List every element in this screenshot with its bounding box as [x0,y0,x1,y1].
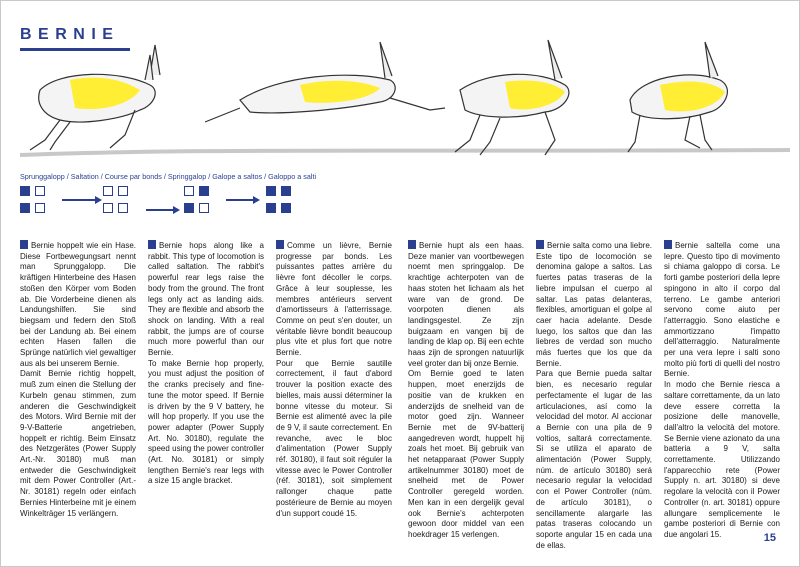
text-column-de [20,240,136,519]
sequence-arrow-2 [146,209,174,211]
text-column-it [664,240,780,541]
gait-cell [266,203,276,213]
gait-cell [103,186,113,196]
gait-cell [199,203,209,213]
paragraph-marker [276,240,284,249]
paragraph: Bernie hupt als een haas. Deze manier van voortbewegen noemt men springgalop. De krachtige achterpoten van de haas stoten het lichaam als het ware van de grond. De voorpoten dienen als landingsgestel. Ze zijn buigzaam en vangen bij de landing de klap op. Bij een echte haas zijn de sprongen natuurlijk veel groter dan bij onze Bernie. [408,241,524,368]
gait-cell [20,203,30,213]
text-column-es [536,240,652,551]
gait-cell [281,186,291,196]
rabbit-hop-illustration [0,30,800,170]
sequence-arrow-1 [62,199,96,201]
gait-cell [184,203,194,213]
paragraph-marker [536,240,544,249]
paragraph: In modo che Bernie riesca a saltare correttamente, da un lato deve essere corretta la posizione delle manovelle, dall'altro la velocità del motore. Se Bernie viene azionato da una batteria a 9 V, salta correttamente. Utilizzando l'apparecchio rete (Power Supply n. art. 30180) si deve regolare la velocità con il Power Controller (n. art. 30181) oppure allungare semplicemente le gambe posteriori di Bernie con due angolari 15. [664,380,780,539]
gait-cell [103,203,113,213]
paragraph: Bernie salta como una liebre. Este tipo de locomoción se denomina galope a saltos. Las fuertes patas traseras de la liebre impulsan el cuerpo al saltar. Las patas delanteras, flexibles, amortiguan el golpe al caer hacia adelante. Desde luego, los saltos que dan las liebres de verdad son mucho más fuertes que los que da Bernie. [536,241,652,368]
sequence-arrow-3 [226,199,254,201]
rabbit-figure-2 [205,42,445,122]
paragraph: Comme un lièvre, Bernie progresse par bonds. Les puissantes pattes arrière du lièvre font décoller le corps. Grâce à leur souplesse, les membres antérieurs servent d'amortisseurs à l'atterrissage. Comme on peut s'en douter, un véritable lièvre bondit beaucoup plus vite et plus fort que notre Bernie. [276,241,392,358]
page-title: BERNIE [20,26,120,43]
gait-cell [266,186,276,196]
text-column-fr [276,240,392,519]
paragraph: Pour que Bernie sautille correctement, il faut d'abord trouver la position exacte des bielles, mais aussi déterminer la bonne vitesse du moteur. Si Bernie est alimenté avec la pile de 9 V, il saute correctement. En revanche, avec le bloc d'alimentation (Power Supply réf. 30180), il faut soit réguler la vitesse avec le Power Controller (réf. 30181), soit simplement rallonger chaque patte postérieure de Bernie au moyen d'un support coudé 15. [276,358,392,518]
gait-cell [118,186,128,196]
paragraph-marker [664,240,672,249]
paragraph: To make Bernie hop properly, you must adjust the position of the cranks precisely and fine-tune the motor speed. If Bernie is driven by the 9 V battery, he will hop properly. If you use the power adapter (Power Supply Art. No. 30180), regulate the speed using the power controller (Art. No. 30181) or simply lengthen Bernie's rear legs with a size 15 angle bracket. [148,358,264,486]
rabbit-figure-4 [628,42,727,152]
paragraph-marker [408,240,416,249]
paragraph: Damit Bernie richtig hoppelt, muß zum einen die Stellung der Kurbeln genau stimmen, zum anderen die Geschwindigkeit des Motors. Wird Bernie mit der 9-V-Batterie angetrieben, hoppelt er richtig. Beim Einsatz des Netzgerätes (Power Supply Art.-Nr. 30180) muß man entweder die Geschwindigkeit mit dem Power Controller (Art.-Nr. 30181) regeln oder einfach Bernies Hinterbeine mit je einem Winkelträger 15 verlängern. [20,369,136,518]
gait-cell [199,186,209,196]
paragraph-marker [148,240,156,249]
gait-cell [118,203,128,213]
paragraph-marker [20,240,28,249]
paragraph: Bernie hoppelt wie ein Hase. Diese Fortbewegungsart nennt man Sprunggalopp. Die kräftigen Hinterbeine des Hasen stoßen den Körper vom Boden ab. Die Vorderbeine dienen als Landungshilfen. Sie sind biegsam und federn den Stoß bei der Landung ab. Bei einem echten Hasen fallen die Sprünge natürlich viel gewaltiger aus als bei unserem Bernie. [20,241,136,368]
ground-shadow [20,150,790,155]
paragraph: Bernie hops along like a rabbit. This type of locomotion is called saltation. The rabbit's powerful rear legs raise the body from the ground. The front legs only act as landing aids. They are flexible and absorb the shock on landing. With a real rabbit, the jumps are of course much more powerful than our Bernie. [148,241,264,358]
gait-diagram-caption: Sprunggalopp / Saltation / Course par bonds / Springgalop / Galope a saltos / Galoppo a salti [20,172,317,181]
gait-cell [281,203,291,213]
gait-cell [35,186,45,196]
paragraph: Bernie saltella come una lepre. Questo tipo di movimento si chiama galoppo di corsa. Le forti gambe posteriori della lepre spingono in alto il corpo dal terreno. Le gambe anteriori servono come aiuto per l'atterraggio. Sono elastiche e ammortizzano l'impatto dell'atterraggio. Naturalmente per una vera lepre i salti sono molto più forti di quelli del nostro Bernie. [664,241,780,379]
paragraph: Para que Bernie pueda saltar bien, es necesario regular perfectamente el lugar de las articulaciones, así como la velocidad del motor. Al accionar a Bernie con una pila de 9 voltios, saltará correctamente. Si se utiliza el aparato de alimentación (Power Supply, núm. de artículo 30180) será necesario regular la velocidad con el Power Controller (núm. de artículo 30181), o sencillamente alargarle las patas traseras colocando un soporte angular 15 en cada una de ellas. [536,369,652,550]
gait-cell [184,186,194,196]
page-number: 15 [763,532,776,544]
paragraph: Om Bernie goed te laten huppen, moet enerzijds de positie van de krukken en anderzijds de snelheid van de motor goed zijn. Wanneer Bernie met de 9V-batterij aangedreven wordt, huppelt hij zoals het moet. Bij gebruik van het netapparaat (Power Supply artikelnummer 30180) moet de snelheid met de Power Controller geregeld worden. Men kan in een dergelijk geval ook Bernie's achterpoten gewoon door middel van een hoekdrager 15 verlengen. [408,369,524,539]
text-column-nl [408,240,524,541]
text-column-en [148,240,264,487]
gait-cell [20,186,30,196]
gait-cell [35,203,45,213]
rabbit-figure-3 [455,40,569,155]
rabbit-figure-1 [30,45,160,150]
